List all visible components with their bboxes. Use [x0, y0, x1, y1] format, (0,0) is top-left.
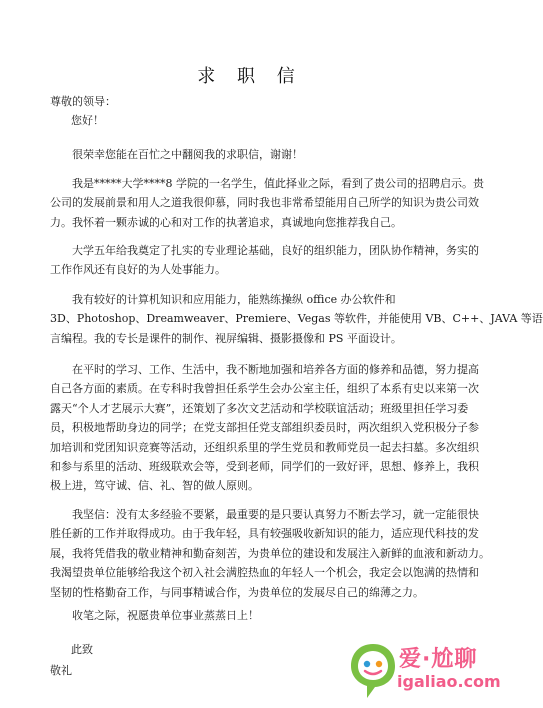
- text-line: 我是*****大学****8 学院的一名学生，值此择业之际，看到了贵公司的招聘启示。贵: [72, 177, 484, 190]
- greeting: 您好！: [71, 114, 104, 127]
- text-line: 言编程。我的专长是课件的制作、视屏编辑、摄影摄像和 PS 平面设计。: [50, 331, 402, 345]
- text-line: 3D、Photoshop、Dreamweaver、Premiere、Vegas 等软件，并能使用 VB、C++、JAVA 等语: [50, 312, 543, 326]
- watermark-brand-cn: 爱·尬聊: [399, 647, 478, 672]
- text-line: 力。我怀着一颗赤诚的心和对工作的执著追求，真诚地向您推荐我自己。: [50, 215, 402, 229]
- text-line: 在平时的学习、工作、生活中，我不断地加强和培养各方面的修养和品德，努力提高: [72, 363, 479, 376]
- text-line: 员，积极地帮助身边的同学；在党支部担任党支部组织委员时，两次组织入党积极分子参: [50, 421, 479, 435]
- paragraph-wishes: [50, 606, 448, 625]
- paragraph-skills: [50, 290, 543, 348]
- text-line: 大学五年给我奠定了扎实的专业理论基础，良好的组织能力，团队协作精神，务实的: [72, 244, 479, 257]
- paragraph-thanks: [50, 145, 448, 164]
- paragraph-experience: [50, 360, 479, 496]
- watermark-logo: [347, 640, 501, 704]
- text-line: 我有较好的计算机知识和应用能力，能熟练操纵 office 办公软件和: [72, 293, 396, 306]
- paragraph-belief: [50, 505, 490, 602]
- closing-salute: 敬礼: [50, 664, 72, 677]
- text-line: 和参与系里的活动、班级联欢会等，受到老师，同学们的一致好评，思想、修养上，我积: [50, 460, 479, 474]
- text-line: 展，我将凭借我的敬业精神和勤奋刻苦，为贵单位的建设和发展注入新鲜的血液和新动力。: [50, 546, 490, 560]
- page-title: 求 职 信: [197, 66, 303, 87]
- paragraph-intro: [50, 174, 484, 232]
- text-line: 工作作风还有良好的为人处事能力。: [50, 263, 226, 277]
- closing-regards: 此致: [71, 643, 93, 656]
- paragraph-education: [50, 241, 479, 280]
- text-line: 公司的发展前景和用人之道我很仰慕，同时我也非常希望能用自己所学的知识为贵公司效: [50, 196, 479, 210]
- text-line: 我渴望贵单位能够给我这个初入社会满腔热血的年轻人一个机会，我定会以饱满的热情和: [50, 566, 479, 580]
- salutation: 尊敬的领导：: [50, 95, 116, 108]
- text-line: 自己各方面的素质。在专科时我曾担任系学生会办公室主任，组织了本系有史以来第一次: [50, 382, 479, 396]
- text-line: 很荣幸您能在百忙之中翻阅我的求职信，谢谢！: [72, 148, 303, 161]
- text-line: 加培训和党团知识竞赛等活动，还组织系里的学生党员和教师党员一起去扫墓。多次组织: [50, 440, 479, 454]
- speech-bubble-logo-icon: [347, 640, 399, 702]
- text-line: 收笔之际，祝愿贵单位事业蒸蒸日上！: [72, 609, 259, 622]
- text-line: 坚韧的性格勤奋工作，与同事精诚合作，为贵单位的发展尽自己的绵薄之力。: [50, 585, 424, 599]
- watermark-brand-en: igaliao.com: [397, 672, 501, 691]
- text-line: 胜任新的工作并取得成功。由于我年轻，具有较强吸收新知识的能力，适应现代科技的发: [50, 527, 479, 541]
- text-line: 极上进，笃守诚、信、礼、智的做人原则。: [50, 479, 259, 493]
- text-line: 露天“个人才艺展示大赛”，还策划了多次文艺活动和学校联谊活动；班级里担任学习委: [50, 401, 469, 415]
- text-line: 我坚信：没有太多经验不要紧，最重要的是只要认真努力不断去学习，就一定能很快: [72, 508, 479, 521]
